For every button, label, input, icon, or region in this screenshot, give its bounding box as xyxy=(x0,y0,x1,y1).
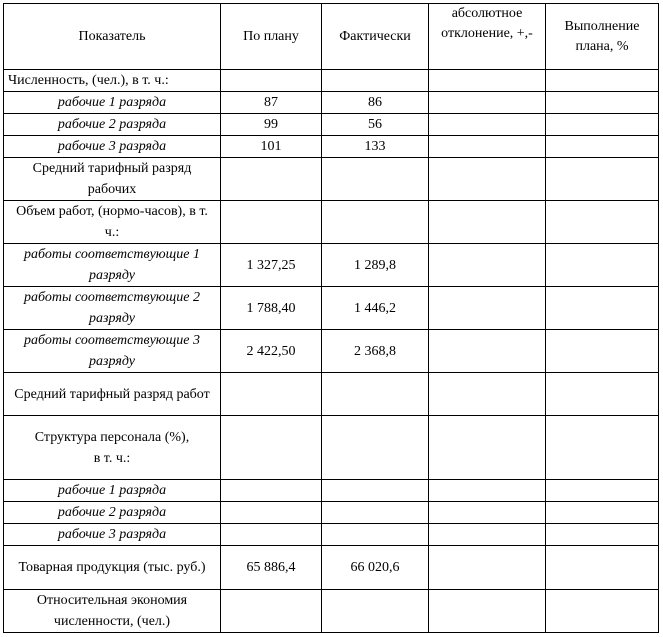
cell-fact: 2 368,8 xyxy=(322,330,429,373)
cell-percent xyxy=(546,92,659,114)
cell-plan xyxy=(221,416,322,480)
table-row xyxy=(4,136,659,158)
table-row xyxy=(4,416,659,480)
cell-deviation xyxy=(429,502,546,524)
cell-plan xyxy=(221,158,322,201)
table-row xyxy=(4,70,659,92)
header-abs-deviation: абсолютное отклонение, +,- xyxy=(429,4,546,70)
table-row xyxy=(4,244,659,287)
cell-fact: 66 020,6 xyxy=(322,546,429,590)
table-row xyxy=(4,373,659,416)
cell-fact xyxy=(322,502,429,524)
cell-percent xyxy=(546,524,659,546)
header-plan: По плану xyxy=(221,4,322,70)
row-label: рабочие 3 разряда xyxy=(4,524,221,546)
cell-percent xyxy=(546,158,659,201)
cell-deviation xyxy=(429,92,546,114)
cell-deviation xyxy=(429,416,546,480)
row-label: работы соответствующие 1 разряду xyxy=(4,244,221,287)
row-label: Средний тарифный разряд рабочих xyxy=(4,158,221,201)
cell-plan xyxy=(221,480,322,502)
header-indicator: Показатель xyxy=(4,4,221,70)
cell-plan xyxy=(221,373,322,416)
cell-deviation xyxy=(429,546,546,590)
cell-percent xyxy=(546,114,659,136)
row-label: рабочие 1 разряда xyxy=(4,92,221,114)
table-row xyxy=(4,201,659,244)
cell-deviation xyxy=(429,114,546,136)
cell-fact: 1 289,8 xyxy=(322,244,429,287)
cell-deviation xyxy=(429,158,546,201)
cell-deviation xyxy=(429,524,546,546)
cell-percent xyxy=(546,244,659,287)
cell-percent xyxy=(546,502,659,524)
cell-fact: 1 446,2 xyxy=(322,287,429,330)
row-label: Средний тарифный разряд работ xyxy=(4,373,221,416)
cell-fact xyxy=(322,480,429,502)
cell-fact xyxy=(322,373,429,416)
cell-deviation xyxy=(429,70,546,92)
cell-fact: 86 xyxy=(322,92,429,114)
cell-fact xyxy=(322,590,429,633)
cell-percent xyxy=(546,546,659,590)
cell-deviation xyxy=(429,330,546,373)
table-header-row xyxy=(4,4,659,70)
table-row xyxy=(4,92,659,114)
cell-deviation xyxy=(429,244,546,287)
cell-plan xyxy=(221,201,322,244)
cell-plan: 101 xyxy=(221,136,322,158)
row-label: рабочие 2 разряда xyxy=(4,502,221,524)
cell-plan xyxy=(221,524,322,546)
header-plan-fulfillment: Выполнение плана, % xyxy=(546,4,659,70)
row-label: рабочие 1 разряда xyxy=(4,480,221,502)
cell-plan xyxy=(221,590,322,633)
cell-percent xyxy=(546,480,659,502)
table-row xyxy=(4,524,659,546)
table-row xyxy=(4,287,659,330)
cell-plan: 99 xyxy=(221,114,322,136)
indicators-table xyxy=(3,3,659,633)
cell-fact: 133 xyxy=(322,136,429,158)
table-row xyxy=(4,330,659,373)
cell-plan: 87 xyxy=(221,92,322,114)
table-row xyxy=(4,590,659,633)
row-label: работы соответствующие 3 разряду xyxy=(4,330,221,373)
cell-plan: 2 422,50 xyxy=(221,330,322,373)
row-label: Относительная экономия численности, (чел.) xyxy=(4,590,221,633)
cell-plan: 65 886,4 xyxy=(221,546,322,590)
row-label: Структура персонала (%), в т. ч.: xyxy=(4,416,221,480)
cell-fact xyxy=(322,524,429,546)
row-label: рабочие 2 разряда xyxy=(4,114,221,136)
table-row xyxy=(4,546,659,590)
cell-plan: 1 327,25 xyxy=(221,244,322,287)
cell-plan xyxy=(221,70,322,92)
table-row xyxy=(4,502,659,524)
cell-fact: 56 xyxy=(322,114,429,136)
cell-deviation xyxy=(429,373,546,416)
row-label: работы соответствующие 2 разряду xyxy=(4,287,221,330)
cell-percent xyxy=(546,201,659,244)
table-row xyxy=(4,480,659,502)
table-row xyxy=(4,158,659,201)
row-label: рабочие 3 разряда xyxy=(4,136,221,158)
cell-deviation xyxy=(429,480,546,502)
cell-percent xyxy=(546,287,659,330)
cell-fact xyxy=(322,416,429,480)
cell-fact xyxy=(322,201,429,244)
cell-plan: 1 788,40 xyxy=(221,287,322,330)
cell-fact xyxy=(322,70,429,92)
cell-percent xyxy=(546,590,659,633)
header-fact: Фактически xyxy=(322,4,429,70)
cell-deviation xyxy=(429,136,546,158)
cell-percent xyxy=(546,416,659,480)
cell-percent xyxy=(546,373,659,416)
cell-percent xyxy=(546,70,659,92)
cell-fact xyxy=(322,158,429,201)
row-label: Численность, (чел.), в т. ч.: xyxy=(4,70,221,92)
cell-plan xyxy=(221,502,322,524)
row-label: Объем работ, (нормо-часов), в т. ч.: xyxy=(4,201,221,244)
cell-percent xyxy=(546,330,659,373)
cell-deviation xyxy=(429,590,546,633)
cell-percent xyxy=(546,136,659,158)
cell-deviation xyxy=(429,287,546,330)
row-label: Товарная продукция (тыс. руб.) xyxy=(4,546,221,590)
cell-deviation xyxy=(429,201,546,244)
table-row xyxy=(4,114,659,136)
